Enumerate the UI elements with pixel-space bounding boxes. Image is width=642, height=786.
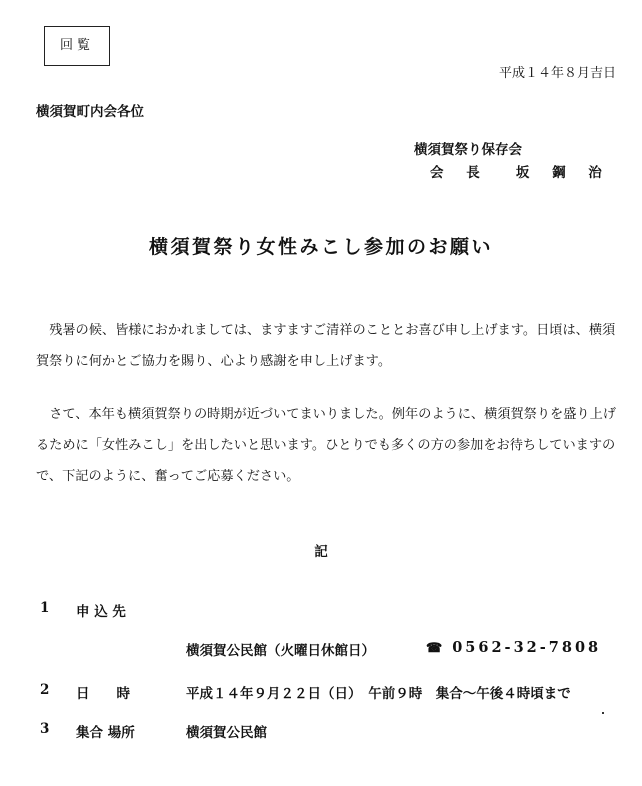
telephone bbox=[426, 639, 601, 656]
ki-heading: 記 bbox=[314, 544, 328, 560]
item-3-value: 横須賀公民館 bbox=[186, 725, 267, 741]
item-2-label: 日 時 bbox=[76, 686, 130, 702]
request-paragraph: さて、本年も横須賀祭りの時期が近づいてまいりました。例年のように、横須賀祭りを盛り上げるために「女性みこし」を出したいと思います。ひとりでも多くの方の参加をお待ちしていますので、下記のように、奮ってご応募ください。 bbox=[36, 407, 616, 484]
phone-icon: ☎ bbox=[426, 641, 443, 656]
item-1-value: 横須賀公民館（火曜日休館日） bbox=[186, 643, 375, 659]
item-1-label: 申 込 先 bbox=[76, 604, 126, 620]
item-3-label: 集合 場所 bbox=[76, 725, 135, 741]
item-2-number: 2 bbox=[40, 682, 50, 698]
sender-organization: 横須賀祭り保存会 bbox=[414, 142, 522, 158]
sender-president: 会 長 坂 鋼 治 bbox=[430, 165, 602, 181]
document-title: 横須賀祭り女性みこし参加のお願い bbox=[148, 236, 493, 258]
item-3-number: 3 bbox=[40, 721, 50, 737]
addressee: 横須賀町内会各位 bbox=[36, 104, 144, 120]
issue-date: 平成１４年８月吉日 bbox=[498, 66, 616, 81]
item-2-value: 平成１４年９月２２日（日） 午前９時 集合～午後４時頃まで bbox=[186, 686, 571, 702]
item-1-number: 1 bbox=[40, 600, 50, 616]
circulation-stamp: 回覧 bbox=[44, 26, 110, 66]
scan-speck bbox=[602, 712, 604, 714]
phone-number: 0562-32-7808 bbox=[452, 639, 602, 656]
greeting-paragraph: 残暑の候、皆様におかれましては、ますますご清祥のこととお喜び申し上げます。日頃は、横須賀祭りに何かとご協力を賜り、心より感謝を申し上げます。 bbox=[36, 323, 616, 369]
